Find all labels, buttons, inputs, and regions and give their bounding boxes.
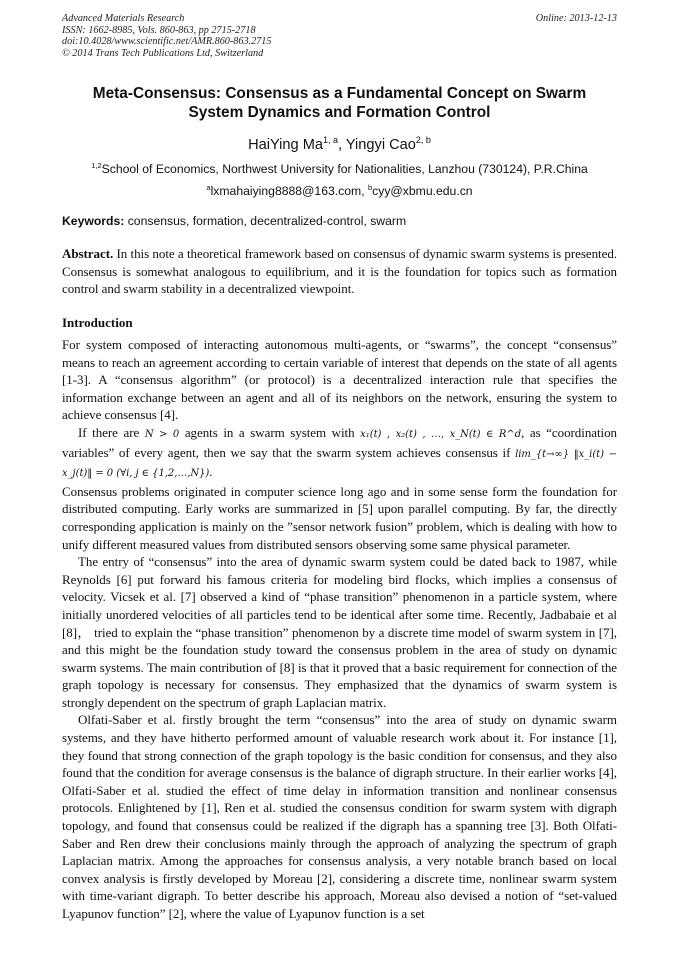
journal-name: Advanced Materials Research [62, 13, 185, 24]
paragraph-3: Consensus problems originated in computer science long ago and in some sense form the foundation for distributed computing. Early works are summarized in [5] upon parallel computing. By far, the directly corresponding application is mainly on the ”sensor network fusion” problem, which is dealing with how to unify different measured values from distributed sensors observing some same physical parameter. [62, 483, 617, 552]
journal-header [62, 13, 617, 59]
paragraph-1: For system composed of interacting autonomous multi-agents, or “swarms”, the concept “consensus” means to reach an agreement according to certain variable of interest that depends on the state of all agents [1-3]. A “consensus algorithm” (or protocol) is a decentralized interaction rule that specifies the information exchange between an agent and all of its neighbors on the network, ensuring the system to achieve consensus [4]. [62, 337, 617, 423]
paragraph-2-text-a: If there are [78, 424, 145, 440]
author-separator: , [338, 137, 346, 153]
title-line-1: Meta-Consensus: Consensus as a Fundamental Concept on Swarm [92, 85, 587, 102]
paragraph-2-text-c: , as “coordination variables” of every agent, then we say that the swarm system achieves consensus if [62, 424, 618, 460]
email-separator: , [361, 184, 368, 198]
introduction-body [62, 336, 617, 923]
affiliation-sup: 1,2 [91, 161, 102, 170]
author-2: Yingyi Cao [345, 137, 416, 153]
copyright: © 2014 Trans Tech Publications Ltd, Switzerland [62, 47, 264, 59]
paragraph-2 [62, 424, 617, 483]
title-line-2: System Dynamics and Formation Control [188, 103, 491, 121]
paragraph-5: Olfati-Saber et al. firstly brought the term “consensus” into the area of study on dynamic swarm systems, and they have hitherto performed amount of valuable research work about it. For instance [1], they found that strong connection of the graph topology is the basic condition for consensus, and they also found that the condition for average consensus is the balance of digraph structure. In their earlier works [4], Olfati-Saber et al. studied the effect of time delay in information transition and nonlinear consensus protocols. Enlightened by [1], Ren et al. studied the consensus condition for swarm system with digraph topology, and found that consensus could be realized if the digraph has a spanning tree [3]. Both Olfati-Saber and Ren drew their conclusions mainly through the approach of analyzing the spectrum of graph Laplacian matrix. Among the approaches for consensus analysis, a very notable branch based on local convex analysis is firstly developed by Moreau [2], considering a discrete time, nonlinear swarm system with time-variant digraph. To better describe his approach, Moreau also devised a notion of “set-valued Lyapunov function” [2], where the value of Lyapunov function is a set [62, 712, 617, 921]
email-b[interactable]: cyy@xbmu.edu.cn [372, 184, 473, 198]
keywords [62, 214, 617, 229]
doi: doi:10.4028/www.scientific.net/AMR.860-863.2715 [62, 36, 272, 47]
math-coordination-variables: x₁(t) , x₂(t) , …, x_N(t) ∈ R^d [360, 428, 522, 440]
emails [62, 180, 617, 199]
authors [62, 131, 617, 154]
abstract [62, 245, 617, 298]
affiliation-text: School of Economics, Northwest University for Nationalities, Lanzhou (730124), P.R.China [101, 162, 588, 176]
math-n-positive: N > 0 [144, 428, 180, 440]
author-1: HaiYing Ma [248, 137, 323, 153]
abstract-text: In this note a theoretical framework based on consensus of dynamic swarm systems is presented. Consensus is somewhat analogous to equilibrium, and it is the foundation for topics such as formation control and swarm stability in a decentralized viewpoint. [62, 246, 617, 297]
paragraph-2-text-b: agents in a swarm system with [179, 424, 361, 440]
keywords-text: consensus, formation, decentralized-control, swarm [124, 214, 407, 228]
email-b-sup: b [367, 183, 373, 192]
online-date: Online: 2013-12-13 [535, 13, 617, 24]
affiliation [62, 158, 617, 177]
abstract-label: Abstract. [62, 246, 114, 261]
email-a[interactable]: lxmahaiying8888@163.com [210, 184, 362, 198]
paper-title [62, 85, 617, 122]
keywords-label: Keywords: [62, 214, 125, 228]
paragraph-2-text-d: . [209, 464, 213, 480]
math-consensus-limit: lim_{t→∞} ‖x_i(t) − x_j(t)‖ = 0 (∀i, j ∈ {1,2,…,N}) [62, 448, 617, 480]
email-a-sup: a [206, 183, 211, 192]
author-1-affil: 1, a [322, 135, 338, 145]
author-2-affil: 2, b [415, 135, 431, 145]
paragraph-4: The entry of “consensus” into the area of dynamic swarm system could be dated back to 1987, while Reynolds [6] put forward his famous criteria for modeling bird flocks, which implies a consensus of velocity. Vicsek et al. [7] observed a kind of “phase transition” phenomenon in a particle system, where initially unordered velocities of all particles tend to be identical after some time. Recently, Jadbabaie et al [8]， tried to explain the “phase transition” phenomenon by a discrete time model of swarm system in [7], and this might be the foundation study toward the consensus problem in the area of study on dynamic swarm systems. The main contribution of [8] is that it proved that a basic requirement for connection of the graph topology is necessary for consensus. They emphasized that the dynamics of swarm system is strongly dependent on the spectrum of graph Laplacian matrix. [62, 554, 617, 710]
section-heading-introduction: Introduction [62, 315, 133, 330]
issn: ISSN: 1662-8985, Vols. 860-863, pp 2715-2718 [62, 24, 256, 36]
